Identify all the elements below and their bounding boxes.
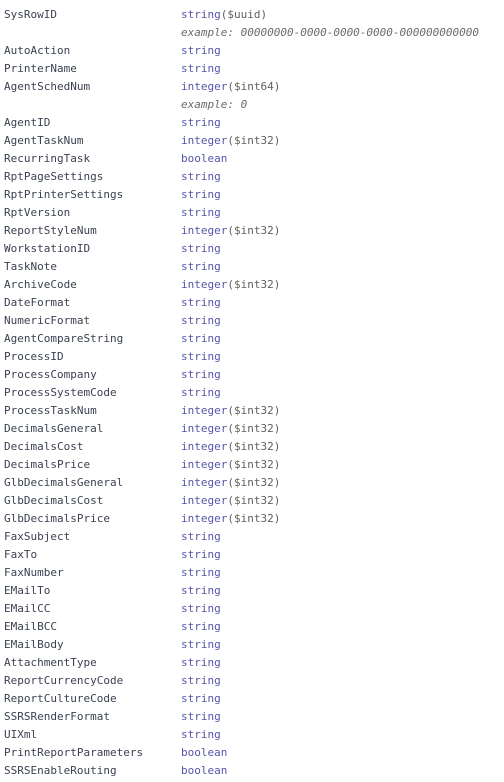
property-row (4, 258, 504, 276)
property-type (181, 600, 221, 618)
property-type-name: string (181, 674, 221, 687)
property-type-name: string (181, 602, 221, 615)
property-row (4, 546, 504, 564)
property-type-name: string (181, 692, 221, 705)
property-name: AgentCompareString (4, 332, 124, 345)
property-row (4, 636, 504, 654)
property-row (4, 510, 504, 528)
property-name: WorkstationID (4, 242, 91, 255)
property-name: ProcessTaskNum (4, 404, 97, 417)
property-type-name: string (181, 620, 221, 633)
property-type (181, 312, 221, 330)
property-type-name: string (181, 584, 221, 597)
property-row (4, 672, 504, 690)
property-type (181, 492, 280, 510)
property-format: ($int32) (227, 512, 281, 525)
property-name: GlbDecimalsPrice (4, 512, 110, 525)
property-example: example: 00000000-0000-0000-0000-000000000000 (181, 26, 480, 39)
property-name: UIXml (4, 728, 38, 741)
property-example-row (4, 24, 504, 42)
property-name: EMailBody (4, 638, 64, 651)
property-row (4, 294, 504, 312)
property-name: DateFormat (4, 296, 71, 309)
property-row (4, 600, 504, 618)
property-row (4, 726, 504, 744)
property-row (4, 78, 504, 96)
property-row (4, 348, 504, 366)
property-row (4, 744, 504, 762)
property-type-name: string (181, 314, 221, 327)
property-row (4, 330, 504, 348)
property-name: ReportStyleNum (4, 224, 97, 237)
property-row (4, 312, 504, 330)
property-name: GlbDecimalsGeneral (4, 476, 124, 489)
property-name: RptVersion (4, 206, 71, 219)
property-type-name: boolean (181, 152, 228, 165)
property-type (181, 222, 280, 240)
property-name: TaskNote (4, 260, 57, 273)
property-format: ($int32) (227, 134, 281, 147)
property-row (4, 366, 504, 384)
property-type (181, 150, 227, 168)
property-row (4, 474, 504, 492)
property-row (4, 438, 504, 456)
property-type-name: integer (181, 134, 228, 147)
property-type-name: string (181, 260, 221, 273)
property-row (4, 42, 504, 60)
property-type (181, 654, 221, 672)
property-type-name: string (181, 62, 221, 75)
property-type (181, 240, 221, 258)
property-type (181, 294, 221, 312)
property-type (181, 510, 280, 528)
property-type-name: integer (181, 512, 228, 525)
property-row (4, 240, 504, 258)
property-type-name: string (181, 566, 221, 579)
property-row (4, 420, 504, 438)
property-type (181, 672, 221, 690)
property-format: ($int32) (227, 422, 281, 435)
property-type (181, 744, 227, 762)
property-type-name: string (181, 332, 221, 345)
property-type-name: integer (181, 440, 228, 453)
property-name: EMailTo (4, 584, 51, 597)
property-row (4, 690, 504, 708)
property-type (181, 726, 221, 744)
property-name: PrinterName (4, 62, 77, 75)
property-format: ($int32) (227, 278, 281, 291)
property-row (4, 618, 504, 636)
property-row (4, 402, 504, 420)
property-name: DecimalsGeneral (4, 422, 104, 435)
property-type (181, 546, 221, 564)
property-type (181, 456, 280, 474)
property-format: ($uuid) (220, 8, 268, 21)
property-type (181, 384, 221, 402)
property-type (181, 60, 221, 78)
property-type-name: string (181, 170, 221, 183)
property-type (181, 114, 221, 132)
property-row (4, 6, 504, 24)
property-type (181, 618, 221, 636)
property-type-name: string (181, 656, 221, 669)
property-name: FaxSubject (4, 530, 71, 543)
property-type (181, 78, 280, 96)
property-name: SSRSRenderFormat (4, 710, 110, 723)
property-format: ($int32) (227, 224, 281, 237)
property-type-name: string (181, 188, 221, 201)
property-name: ProcessCompany (4, 368, 97, 381)
property-type-name: integer (181, 404, 228, 417)
property-type (181, 168, 221, 186)
property-format: ($int32) (227, 440, 281, 453)
property-type-name: string (181, 116, 221, 129)
property-name: AgentSchedNum (4, 80, 91, 93)
property-type-name: string (181, 638, 221, 651)
property-row (4, 492, 504, 510)
property-type-name: integer (181, 458, 228, 471)
property-type-name: string (181, 548, 221, 561)
property-type (181, 42, 221, 60)
property-row (4, 204, 504, 222)
property-type-name: string (181, 8, 221, 21)
property-type (181, 402, 280, 420)
property-name: RecurringTask (4, 152, 91, 165)
property-row (4, 132, 504, 150)
property-example: example: 0 (181, 98, 248, 111)
property-format: ($int32) (227, 476, 281, 489)
property-type-name: integer (181, 476, 228, 489)
property-name: AgentID (4, 116, 51, 129)
property-name: RptPageSettings (4, 170, 104, 183)
property-type (181, 420, 280, 438)
property-type (181, 690, 221, 708)
property-example-row (4, 96, 504, 114)
property-name: ArchiveCode (4, 278, 77, 291)
property-name: SSRSEnableRouting (4, 764, 117, 777)
property-row (4, 456, 504, 474)
property-name: DecimalsCost (4, 440, 84, 453)
property-row (4, 762, 504, 780)
property-type (181, 204, 221, 222)
property-row (4, 528, 504, 546)
property-type-name: string (181, 242, 221, 255)
property-type (181, 708, 221, 726)
property-row (4, 186, 504, 204)
property-type (181, 474, 280, 492)
property-type (181, 276, 280, 294)
property-row (4, 168, 504, 186)
property-row (4, 60, 504, 78)
property-row (4, 582, 504, 600)
property-row (4, 708, 504, 726)
property-name: FaxTo (4, 548, 38, 561)
property-name: DecimalsPrice (4, 458, 91, 471)
property-row (4, 654, 504, 672)
property-name: GlbDecimalsCost (4, 494, 104, 507)
property-type (181, 528, 221, 546)
property-type-name: integer (181, 494, 228, 507)
property-type (181, 258, 221, 276)
property-type-name: integer (181, 224, 228, 237)
property-name: RptPrinterSettings (4, 188, 124, 201)
property-type (181, 348, 221, 366)
property-type (181, 6, 267, 24)
property-type (181, 762, 227, 780)
property-type-name: boolean (181, 746, 228, 759)
property-type (181, 186, 221, 204)
property-row (4, 150, 504, 168)
property-type-name: string (181, 350, 221, 363)
property-name: ProcessID (4, 350, 64, 363)
property-row (4, 384, 504, 402)
property-type (181, 636, 221, 654)
property-type-name: integer (181, 80, 228, 93)
property-format: ($int32) (227, 494, 281, 507)
property-type-name: integer (181, 422, 228, 435)
property-format: ($int32) (227, 404, 281, 417)
property-type-name: string (181, 728, 221, 741)
property-name: EMailBCC (4, 620, 57, 633)
property-name: ReportCultureCode (4, 692, 117, 705)
property-name: ReportCurrencyCode (4, 674, 124, 687)
property-name: EMailCC (4, 602, 51, 615)
property-row (4, 114, 504, 132)
property-format: ($int64) (227, 80, 281, 93)
property-name: AutoAction (4, 44, 71, 57)
property-row (4, 564, 504, 582)
property-type (181, 330, 221, 348)
property-format: ($int32) (227, 458, 281, 471)
property-type-name: integer (181, 278, 228, 291)
property-name: ProcessSystemCode (4, 386, 117, 399)
property-name: AgentTaskNum (4, 134, 84, 147)
property-type-name: string (181, 296, 221, 309)
property-type (181, 438, 280, 456)
property-type-name: string (181, 386, 221, 399)
property-row (4, 276, 504, 294)
property-type-name: string (181, 710, 221, 723)
property-name: FaxNumber (4, 566, 64, 579)
property-type (181, 132, 280, 150)
property-type-name: string (181, 530, 221, 543)
property-type-name: string (181, 44, 221, 57)
property-type (181, 582, 221, 600)
property-type (181, 564, 221, 582)
property-type-name: string (181, 206, 221, 219)
property-type-name: string (181, 368, 221, 381)
property-row (4, 222, 504, 240)
property-name: AttachmentType (4, 656, 97, 669)
property-type (181, 366, 221, 384)
property-type-name: boolean (181, 764, 228, 777)
property-name: NumericFormat (4, 314, 91, 327)
property-name: PrintReportParameters (4, 746, 144, 759)
property-name: SysRowID (4, 8, 57, 21)
